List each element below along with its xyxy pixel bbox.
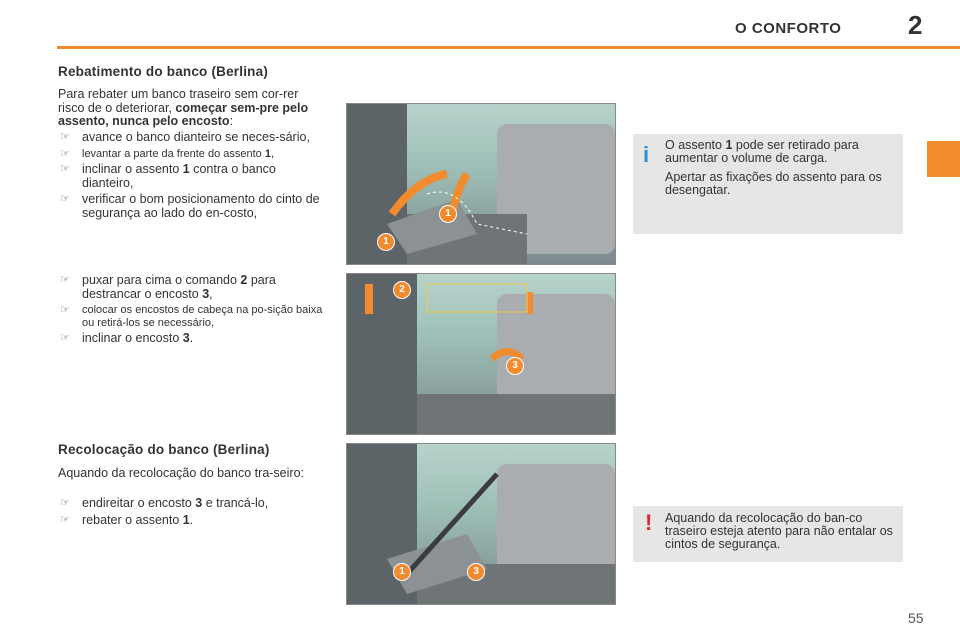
list-item <box>58 304 326 329</box>
list-item-number: 1 <box>264 147 271 160</box>
callout-badge: 1 <box>393 563 411 581</box>
list-item-number: 1 <box>182 162 190 176</box>
info-number: 1 <box>725 138 733 152</box>
list-item <box>58 514 326 528</box>
door-panel <box>347 274 417 434</box>
list-item-text: colocar os encostos de cabeça na po-sição baixa ou retirá-los se necessário, <box>82 304 323 329</box>
info-icon: i <box>643 142 650 167</box>
intro-bold-text: começar sem-pre pelo assento, nunca pelo encosto <box>58 100 309 128</box>
list-item-text: . <box>189 331 194 345</box>
hand-pointer-icon: ☞ <box>60 163 70 175</box>
warning-text: Aquando da recolocação do ban-co traseiro esteja atento para não entalar os cintos de segurança. <box>665 511 893 551</box>
list-item <box>58 163 326 190</box>
list-item <box>58 497 326 511</box>
list-item <box>58 148 326 161</box>
callout-badge: 3 <box>506 357 524 375</box>
callout-badge: 1 <box>377 233 395 251</box>
list-item-number: 3 <box>202 286 210 301</box>
warning-icon: ! <box>645 510 653 535</box>
list-item-text: . <box>189 512 194 527</box>
illustration-seat-cushion-tilt <box>346 103 616 265</box>
section-intro <box>58 88 326 129</box>
callout-badge: 3 <box>467 563 485 581</box>
list-item-text: e trancá-lo, <box>202 496 269 510</box>
info-box <box>633 134 903 234</box>
section-title-refitting: Recolocação do banco (Berlina) <box>58 442 270 457</box>
list-item-text: para destrancar o encosto <box>82 273 276 301</box>
info-text: O assento <box>665 138 726 152</box>
hand-pointer-icon: ☞ <box>60 147 70 160</box>
seat-illustration-2 <box>347 274 615 434</box>
chapter-title: O CONFORTO <box>735 20 842 37</box>
list-item-text: rebater o assento <box>82 512 183 527</box>
list-item-text: avance o banco dianteiro se neces-sário, <box>82 130 310 144</box>
list-item-text: contra o banco dianteiro, <box>82 162 276 190</box>
seat-illustration-3 <box>347 444 615 604</box>
hand-pointer-icon: ☞ <box>60 131 70 143</box>
steps-list-c <box>58 497 326 530</box>
info-text-1 <box>633 139 903 165</box>
callout-badge: 1 <box>439 205 457 223</box>
warning-box <box>633 506 903 562</box>
hand-pointer-icon: ☞ <box>60 332 70 344</box>
hand-pointer-icon: ☞ <box>60 497 70 509</box>
list-item-number: 3 <box>182 331 190 345</box>
list-item-text: , <box>209 286 213 301</box>
steps-list-a <box>58 131 326 223</box>
list-item-text: puxar para cima o comando <box>82 273 241 287</box>
hand-pointer-icon: ☞ <box>60 304 70 316</box>
chapter-number: 2 <box>908 10 923 40</box>
list-item-text: , <box>270 147 275 160</box>
chapter-side-tab <box>927 141 960 177</box>
steps-list-b <box>58 274 326 349</box>
page-number: 55 <box>908 610 924 626</box>
floor <box>417 394 615 434</box>
header-divider <box>57 46 960 49</box>
section-title-folding: Rebatimento do banco (Berlina) <box>58 64 269 79</box>
list-item-text: inclinar o encosto <box>82 331 183 345</box>
list-item-text: inclinar o assento <box>82 162 183 176</box>
illustration-seatback-release <box>346 273 616 435</box>
list-item <box>58 332 326 346</box>
list-item <box>58 274 326 301</box>
list-item <box>58 193 326 220</box>
list-item-number: 2 <box>240 273 248 287</box>
list-item-number: 1 <box>182 512 190 527</box>
list-item-text: endireitar o encosto <box>82 496 196 510</box>
hand-pointer-icon: ☞ <box>60 274 70 286</box>
list-item-text: levantar a parte da frente do assento <box>82 147 265 160</box>
illustration-seat-refit <box>346 443 616 605</box>
list-item <box>58 131 326 145</box>
intro-end: : <box>229 114 234 128</box>
info-text-2: Apertar as fixações do assento para os desengatar. <box>665 170 882 197</box>
hand-pointer-icon: ☞ <box>60 193 70 205</box>
list-item-number: 3 <box>195 496 203 510</box>
info-text: pode ser retirado para aumentar o volume de carga. <box>665 138 859 165</box>
section2-intro: Aquando da recolocação do banco tra-seiro: <box>58 466 304 480</box>
callout-badge: 2 <box>393 281 411 299</box>
intro-text: Para rebater um banco traseiro sem cor-rer risco de o deteriorar, <box>58 87 299 115</box>
list-item-text: verificar o bom posicionamento do cinto de segurança ao lado do en-costo, <box>82 192 320 220</box>
hand-pointer-icon: ☞ <box>60 513 70 526</box>
